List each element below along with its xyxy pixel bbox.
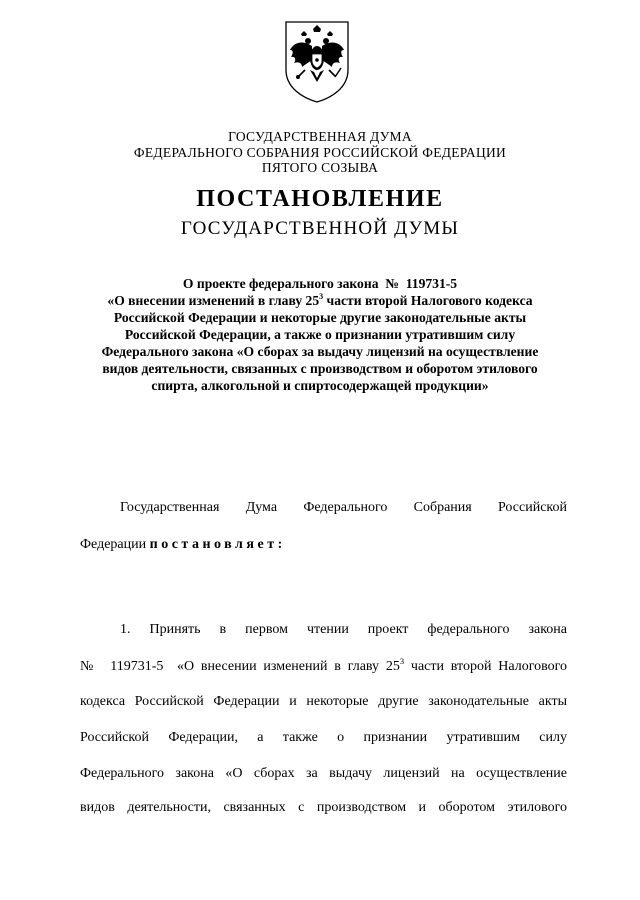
item-1-line: 1. Принять в первом чтении проект федерального закона <box>120 622 567 637</box>
item-1-text: № 119731-5 «О внесении изменений в главу 25 <box>80 659 400 674</box>
intro-line: Государственная Дума Федерального Собрания Российской <box>120 500 567 515</box>
item-1-line: кодекса Российской Федерации и некоторые другие законодательные акты <box>80 694 567 709</box>
bill-heading-line: видов деятельности, связанных с производством и оборотом этилового <box>102 361 538 376</box>
chapter-superscript: 3 <box>399 656 405 666</box>
bill-heading <box>60 275 580 394</box>
chapter-superscript: 3 <box>319 292 324 301</box>
item-1-line: видов деятельности, связанных с производством и оборотом этилового <box>80 800 567 815</box>
bill-heading-line: Российской Федерации, а также о признании утратившим силу <box>124 327 516 342</box>
item-1-line: Российской Федерации, а также о признании утратившим силу <box>80 730 567 745</box>
resolves-keyword: постановляет: <box>149 537 286 552</box>
document-title: ПОСТАНОВЛЕНИЕ <box>196 186 444 212</box>
item-1-line: Федерального закона «О сборах за выдачу лицензий на осуществление <box>80 766 567 781</box>
org-name-line: ГОСУДАРСТВЕННАЯ ДУМА <box>228 129 412 144</box>
bill-heading-line: Федерального закона «О сборах за выдачу лицензий на осуществление <box>101 344 539 359</box>
item-1-text: части второй Налогового <box>404 659 567 674</box>
bill-heading-text: части второй Налогового кодекса <box>323 293 533 308</box>
state-emblem-icon <box>283 20 351 104</box>
bill-heading-line: Российской Федерации и некоторые другие законодательные акты <box>113 310 527 325</box>
intro-line <box>80 537 567 553</box>
document-subtitle: ГОСУДАРСТВЕННОЙ ДУМЫ <box>180 218 460 239</box>
bill-heading-line: О проекте федерального закона № 119731-5 <box>182 276 458 291</box>
issuing-body <box>0 129 640 176</box>
bill-heading-text: «О внесении изменений в главу 25 <box>107 293 320 308</box>
intro-text: Федерации <box>80 537 150 552</box>
bill-heading-line <box>60 292 580 309</box>
bill-heading-line: спирта, алкогольной и спиртосодержащей продукции» <box>151 378 489 393</box>
org-name-line: ФЕДЕРАЛЬНОГО СОБРАНИЯ РОССИЙСКОЙ ФЕДЕРАЦИИ <box>133 144 507 160</box>
item-1-line <box>80 656 567 675</box>
convocation-line: ПЯТОГО СОЗЫВА <box>261 160 379 175</box>
